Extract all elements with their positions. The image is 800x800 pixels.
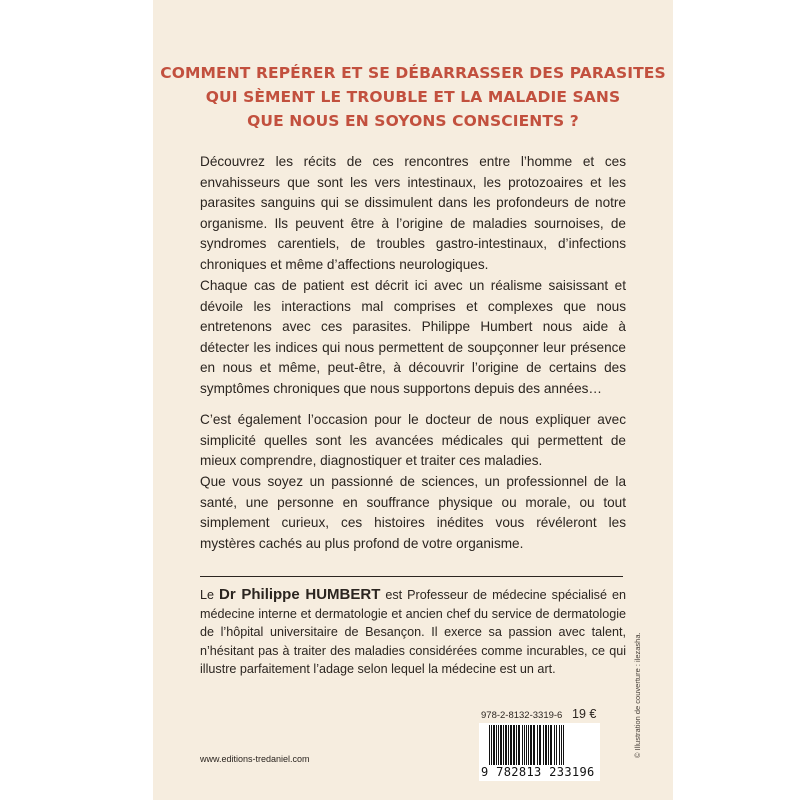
headline (153, 61, 673, 133)
barcode-bar (508, 725, 509, 765)
barcode-digits: 9 782813 233196 (481, 765, 599, 779)
barcode-bar (543, 725, 544, 765)
barcode-bar (505, 725, 507, 765)
barcode-bars (479, 723, 600, 769)
barcode-bar (526, 725, 527, 769)
paragraph-4: Que vous soyez un passionné de sciences, un professionnel de la santé, une personne en souffrance physique ou morale, ou tout simplement curieux, ces histoires inédites vous révéleront les mystères cachés au plus profond de votre organisme. (200, 474, 626, 551)
barcode-bar (516, 725, 517, 765)
barcode-bar (489, 725, 490, 769)
barcode-bar (548, 725, 549, 765)
isbn: 978-2-8132-3319-6 (481, 710, 563, 721)
author-bio-text: est Professeur de médecine spécialisé en médecine interne et dermatologie et ancien chef du service de dermatologie de l’hôpital universitaire de Besançon. Il exerce sa passion avec talent, n’hésitant pas à traiter des maladies considérées comme incurables, ce qui illustre parfaitement l’adage selon lequel la médecine est un art. (200, 588, 626, 676)
paragraph-1: Découvrez les récits de ces rencontres entre l’homme et ces envahisseurs que sont les vers intestinaux, les protozoaires et les parasites sanguins qui se dissimulent dans les profondeurs de notre organisme. Ils peuvent être à l’origine de maladies sournoises, de syndromes carentiels, de troubles gastro-intestinaux, d’infections chroniques et même d’affections neurologiques. (200, 154, 626, 272)
barcode-bar (498, 725, 499, 765)
barcode-bar (559, 725, 560, 765)
barcode-bar (554, 725, 555, 765)
barcode-bar (550, 725, 552, 765)
paragraph-2: Chaque cas de patient est décrit ici avec un réalisme saisissant et dévoile les interactions mal comprises et complexes que nous entretenons avec ces parasites. Philippe Humbert nous aide à détecter les indices qui nous permettent de soupçonner leur présence en nous et même, peut-être, à découvrir l’origine de certains des symptômes chroniques que nous supportons depuis des années… (200, 278, 626, 396)
divider (200, 576, 623, 577)
headline-line-1: COMMENT REPÉRER ET SE DÉBARRASSER DES PARASITES (160, 64, 666, 82)
barcode-bar (496, 725, 497, 765)
barcode-bar (522, 725, 523, 765)
publisher-website: www.editions-tredaniel.com (200, 754, 310, 764)
barcode-bar (528, 725, 529, 765)
barcode-bar (503, 725, 504, 765)
barcode-bar (556, 725, 557, 765)
barcode-bar (524, 725, 525, 769)
barcode-bar (518, 725, 520, 765)
book-back-cover (153, 0, 673, 800)
barcode-bar (493, 725, 495, 765)
barcode-bar (491, 725, 492, 769)
author-name: Dr Philippe HUMBERT (219, 586, 381, 603)
illustration-credit: © Illustration de couverture : ilezasha. (633, 632, 642, 758)
author-prefix: Le (200, 588, 220, 602)
barcode-bar (500, 725, 502, 765)
barcode (479, 723, 600, 781)
author-bio (200, 586, 626, 679)
barcode-bar (510, 725, 512, 765)
barcode-bar (537, 725, 538, 765)
barcode-bar (530, 725, 532, 765)
barcode-bar (513, 725, 515, 765)
headline-line-3: QUE NOUS EN SOYONS CONSCIENTS ? (247, 112, 579, 130)
barcode-bar (563, 725, 564, 769)
barcode-bar (561, 725, 562, 769)
headline-line-2: QUI SÈMENT LE TROUBLE ET LA MALADIE SANS (205, 88, 621, 106)
barcode-bar (539, 725, 541, 765)
price: 19 € (572, 707, 597, 721)
barcode-bar (545, 725, 547, 765)
paragraph-3: C’est également l’occasion pour le docteur de nous expliquer avec simplicité quelles sont les avancées médicales qui permettent de mieux comprendre, diagnostiquer et traiter ces maladies. (200, 412, 626, 469)
barcode-bar (533, 725, 535, 765)
